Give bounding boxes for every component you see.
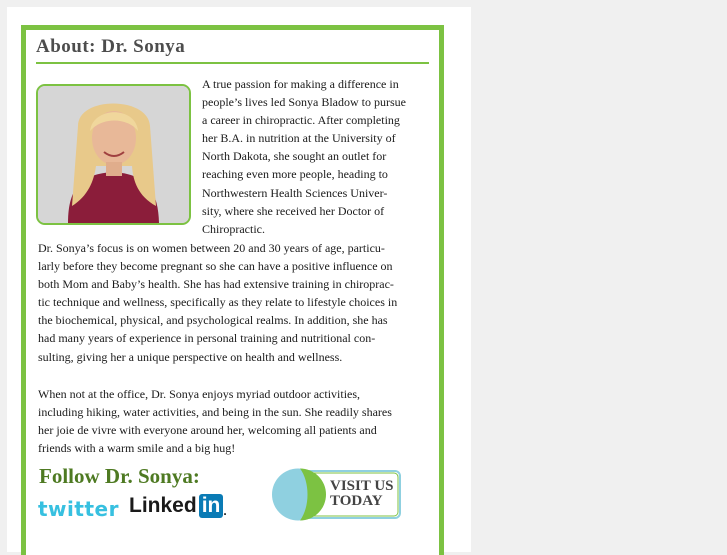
intro-line: North Dakota, she sought an outlet for xyxy=(202,149,387,164)
follow-heading: Follow Dr. Sonya: xyxy=(39,464,200,488)
intro-line: A true passion for making a difference in xyxy=(202,77,399,91)
linkedin-dot: . xyxy=(223,504,227,518)
intro-line: reaching even more people, heading to xyxy=(202,167,388,182)
visit-us-today-button[interactable] xyxy=(270,467,404,522)
intro-paragraph xyxy=(202,75,422,238)
intro-line: people’s lives led Sonya Bladow to pursue xyxy=(202,95,406,110)
twitter-logo-text: twitter xyxy=(38,497,119,521)
body-line: Dr. Sonya’s focus is on women between 20 and 30 years of age, particu- xyxy=(38,241,385,255)
hobbies-paragraph xyxy=(38,385,418,457)
visit-line-2: TODAY xyxy=(330,493,383,509)
body-line: larly before they become pregnant so she can have a positive influence on xyxy=(38,259,393,274)
linkedin-link[interactable] xyxy=(129,494,227,518)
about-title: About: Dr. Sonya xyxy=(36,36,186,57)
body-line: had many years of experience in personal training and nutritional con- xyxy=(38,331,376,346)
intro-line: a career in chiropractic. After completing xyxy=(202,113,400,128)
linkedin-in-badge: in xyxy=(199,494,224,518)
body-line: friends with a warm smile and a big hug! xyxy=(38,441,236,456)
visit-line-1: VISIT US xyxy=(330,478,394,494)
intro-line: her B.A. in nutrition at the University of xyxy=(202,131,396,146)
visit-label xyxy=(330,479,400,509)
intro-line: Chiropractic. xyxy=(202,221,265,236)
body-line: including hiking, water activities, and being in the sun. She readily shares xyxy=(38,405,392,420)
linkedin-logo-text: Linked xyxy=(129,494,197,517)
focus-paragraph xyxy=(38,239,418,366)
body-line: tic technique and wellness, specifically as they relate to lifestyle choices in xyxy=(38,295,398,310)
body-line: both Mom and Baby’s health. She has had extensive training in chiroprac- xyxy=(38,277,394,292)
portrait-image xyxy=(38,86,189,223)
title-divider xyxy=(36,62,429,64)
profile-photo xyxy=(36,84,191,225)
intro-line: Northwestern Health Sciences Univer- xyxy=(202,185,388,200)
twitter-link[interactable] xyxy=(38,497,119,521)
body-line: sulting, giving her a unique perspective on health and wellness. xyxy=(38,349,343,364)
body-line: When not at the office, Dr. Sonya enjoys myriad outdoor activities, xyxy=(38,387,361,401)
intro-line: sity, where she received her Doctor of xyxy=(202,203,385,218)
body-line: the biochemical, physical, and psychological realms. In addition, she has xyxy=(38,313,388,328)
body-line: her joie de vivre with everyone around her, welcoming all patients and xyxy=(38,423,377,438)
